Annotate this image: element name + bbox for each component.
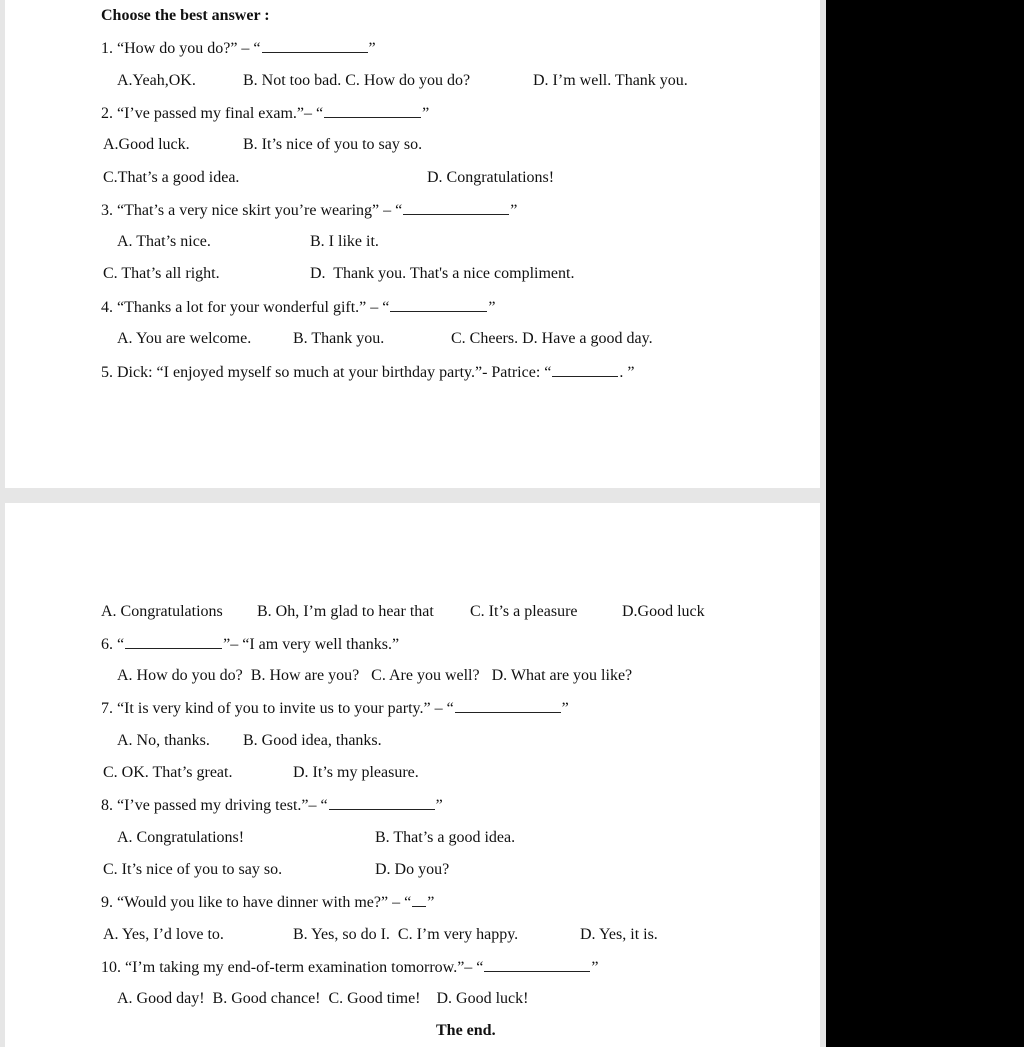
question-4: 4. “Thanks a lot for your wonderful gift.” – “ ” — [101, 299, 496, 316]
q9-option-a: A. Yes, I’d love to. — [103, 926, 224, 943]
q8-option-c: C. It’s nice of you to say so. — [103, 861, 283, 878]
question-7: 7. “It is very kind of you to invite us to your party.” – “ ” — [101, 700, 569, 717]
q2-option-b: B. It’s nice of you to say so. — [243, 136, 423, 153]
q5-option-c: C. It’s a pleasure — [470, 603, 578, 620]
q5-option-b: B. Oh, I’m glad to hear that — [257, 603, 434, 620]
answer-blank — [125, 634, 222, 649]
instruction-heading: Choose the best answer : — [101, 7, 270, 24]
document-page-1 — [5, 0, 820, 488]
question-8: 8. “I’ve passed my driving test.”– “ ” — [101, 797, 443, 814]
q9-option-b-c: B. Yes, so do I. C. I’m very happy. — [293, 926, 519, 943]
question-9: 9. “Would you like to have dinner with me?” – “ ” — [101, 894, 435, 911]
answer-blank — [455, 698, 561, 713]
q2-option-a: A.Good luck. — [103, 136, 190, 153]
q3-option-c: C. That’s all right. — [103, 265, 220, 282]
answer-blank — [262, 38, 368, 53]
q3-option-b: B. I like it. — [310, 233, 379, 250]
document-page-2 — [5, 503, 820, 1047]
footer-the-end: The end. — [436, 1022, 496, 1039]
question-1: 1. “How do you do?” – “ ” — [101, 40, 376, 57]
question-6: 6. “ ”– “I am very well thanks.” — [101, 636, 400, 653]
q1-option-a: A.Yeah,OK. — [117, 72, 196, 89]
question-2: 2. “I’ve passed my final exam.”– “ ” — [101, 105, 430, 122]
q6-options: A. How do you do? B. How are you? C. Are you well? D. What are you like? — [117, 667, 633, 684]
q4-option-c-d: C. Cheers. D. Have a good day. — [451, 330, 653, 347]
answer-blank — [390, 297, 487, 312]
answer-blank — [329, 795, 435, 810]
q2-option-c: C.That’s a good idea. — [103, 169, 240, 186]
q7-option-a: A. No, thanks. — [117, 732, 210, 749]
q4-option-b: B. Thank you. — [293, 330, 385, 347]
q1-option-d: D. I’m well. Thank you. — [533, 72, 688, 89]
q7-option-b: B. Good idea, thanks. — [243, 732, 382, 749]
q8-option-a: A. Congratulations! — [117, 829, 245, 846]
question-10: 10. “I’m taking my end-of-term examination tomorrow.”– “ ” — [101, 959, 599, 976]
q4-option-a: A. You are welcome. — [117, 330, 252, 347]
q1-option-b-c: B. Not too bad. C. How do you do? — [243, 72, 471, 89]
q5-option-a: A. Congratulations — [101, 603, 223, 620]
answer-blank — [324, 103, 421, 118]
q3-option-a: A. That’s nice. — [117, 233, 211, 250]
q7-option-d: D. It’s my pleasure. — [293, 764, 419, 781]
q10-options: A. Good day! B. Good chance! C. Good time! D. Good luck! — [117, 990, 529, 1007]
q8-option-d: D. Do you? — [375, 861, 450, 878]
q7-option-c: C. OK. That’s great. — [103, 764, 233, 781]
q9-option-d: D. Yes, it is. — [580, 926, 658, 943]
question-5: 5. Dick: “I enjoyed myself so much at your birthday party.”- Patrice: “ . ” — [101, 364, 635, 381]
q2-option-d: D. Congratulations! — [427, 169, 555, 186]
q8-option-b: B. That’s a good idea. — [375, 829, 516, 846]
answer-blank — [412, 892, 426, 907]
q5-option-d: D.Good luck — [622, 603, 705, 620]
answer-blank — [403, 200, 509, 215]
q3-option-d: D. Thank you. That's a nice compliment. — [310, 265, 575, 282]
question-3: 3. “That’s a very nice skirt you’re wearing” – “ ” — [101, 202, 518, 219]
answer-blank — [552, 362, 618, 377]
answer-blank — [484, 957, 590, 972]
